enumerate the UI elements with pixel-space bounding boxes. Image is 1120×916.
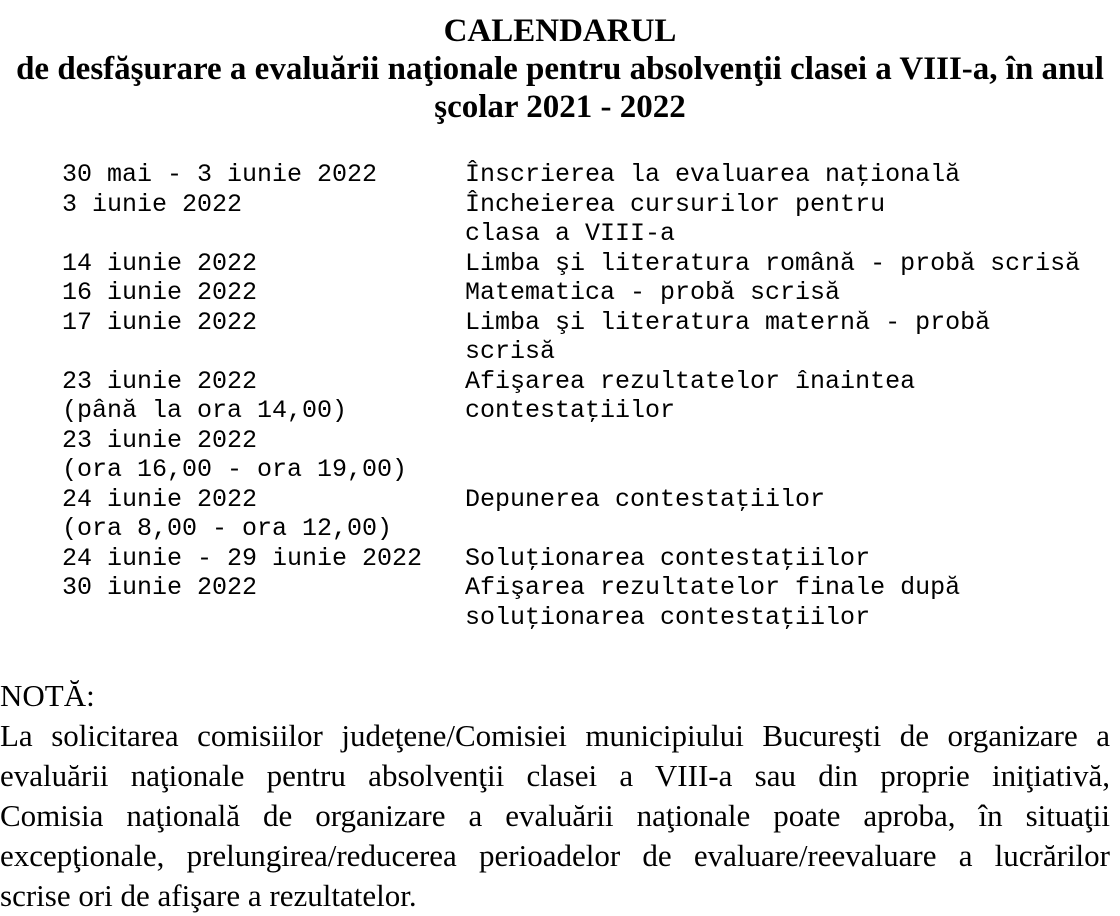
schedule-row	[62, 249, 1120, 279]
schedule-activity: Afişarea rezultatelor finale după	[465, 573, 961, 602]
schedule-row	[62, 396, 1120, 426]
title-line-2: de desfăşurare a evaluării naţionale pentru absolvenţii clasei a VIII-a, în anul	[16, 51, 1104, 87]
schedule-date: (ora 16,00 - ora 19,00)	[62, 455, 408, 484]
note-line: La solicitarea comisiilor judeţene/Comisiei municipiului Bucureşti de organizare a	[0, 718, 1110, 753]
schedule-date: (ora 8,00 - ora 12,00)	[62, 514, 393, 543]
schedule-row	[62, 455, 1120, 485]
schedule-row	[62, 603, 1120, 633]
schedule-row	[62, 573, 1120, 603]
schedule-activity: Afişarea rezultatelor înaintea	[465, 366, 916, 396]
schedule-activity: Înscrierea la evaluarea naţională	[465, 160, 961, 189]
title-line-3: şcolar 2021 - 2022	[434, 89, 686, 125]
note-heading: NOTĂ:	[0, 678, 95, 713]
schedule-activity: Încheierea cursurilor pentru	[465, 189, 886, 219]
schedule-date: 23 iunie 2022	[62, 366, 258, 396]
schedule-row	[62, 160, 1120, 190]
schedule-row	[62, 337, 1120, 367]
schedule-row	[62, 485, 1120, 515]
schedule-date: 23 iunie 2022	[62, 425, 258, 455]
schedule-date: 3 iunie 2022	[62, 189, 243, 219]
note-line: evaluării naţionale pentru absolvenţii clasei a VIII-a sau din proprie iniţiativă,	[0, 758, 1110, 793]
schedule-date: (până la ora 14,00)	[62, 396, 348, 425]
schedule-table	[62, 160, 1120, 632]
note-line: excepţionale, prelungirea/reducerea perioadelor de evaluare/reevaluare a lucrărilor	[0, 838, 1110, 873]
schedule-row	[62, 514, 1120, 544]
schedule-row	[62, 219, 1120, 249]
schedule-activity: scrisă	[465, 337, 556, 366]
schedule-activity: Limba şi literatura română - probă scrisă	[465, 248, 1081, 278]
document-title	[0, 0, 1120, 126]
schedule-activity: Depunerea contestaţiilor	[465, 484, 826, 514]
title-line-1: CALENDARUL	[443, 13, 677, 49]
schedule-activity: Soluţionarea contestaţiilor	[465, 543, 871, 573]
schedule-row	[62, 308, 1120, 338]
schedule-date: 24 iunie - 29 iunie 2022	[62, 543, 423, 573]
schedule-date: 24 iunie 2022	[62, 484, 258, 514]
schedule-date: 30 mai - 3 iunie 2022	[62, 160, 378, 189]
schedule-date: 16 iunie 2022	[62, 278, 258, 307]
note-line: Comisia naţională de organizare a evaluării naţionale poate aproba, în situaţii	[0, 798, 1110, 833]
schedule-row	[62, 367, 1120, 397]
schedule-date: 30 iunie 2022	[62, 573, 258, 602]
schedule-row	[62, 544, 1120, 574]
schedule-activity: soluţionarea contestaţiilor	[465, 602, 871, 632]
schedule-activity: Limba şi literatura maternă - probă	[465, 307, 991, 337]
note-line: scrise ori de afişare a rezultatelor.	[0, 878, 417, 913]
schedule-row	[62, 426, 1120, 456]
schedule-activity: clasa a VIII-a	[465, 219, 676, 248]
note-section	[0, 676, 1110, 916]
schedule-activity: contestaţiilor	[465, 396, 676, 425]
schedule-row	[62, 190, 1120, 220]
schedule-date: 17 iunie 2022	[62, 307, 258, 337]
schedule-row	[62, 278, 1120, 308]
schedule-activity: Matematica - probă scrisă	[465, 278, 841, 307]
schedule-date: 14 iunie 2022	[62, 248, 258, 278]
